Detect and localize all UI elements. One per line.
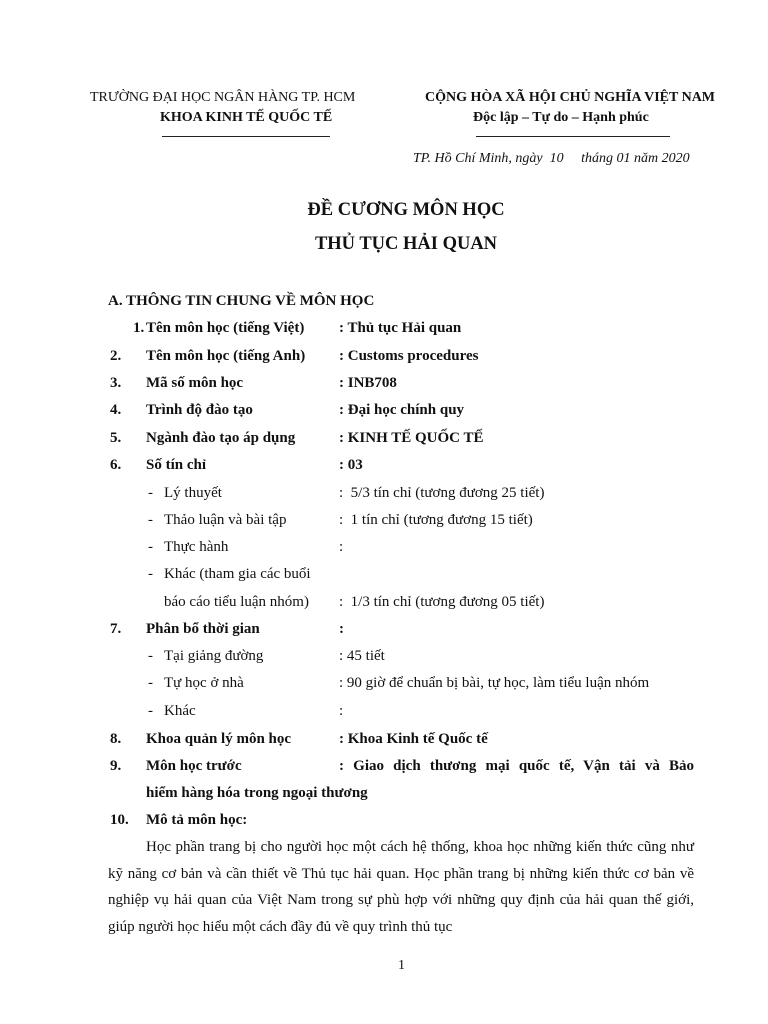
credit-theory-label: Lý thuyết [164,485,222,501]
item-label-prerequisite: Môn học trước [146,758,242,774]
item-label-major: Ngành đào tạo áp dụng [146,430,296,446]
time-other-value: : [339,703,344,719]
item-number: 7. [110,621,122,637]
bullet: - [148,675,153,691]
document-date: TP. Hồ Chí Minh, ngày 10 tháng 01 năm 2020 [413,151,690,166]
item-value-managing-faculty: : Khoa Kinh tế Quốc tế [339,731,488,747]
credit-discussion-value: : 1 tín chỉ (tương đương 15 tiết) [339,512,533,528]
credit-discussion-label: Thảo luận và bài tập [164,512,287,528]
item-number: 2. [110,348,122,364]
item-value-course-code: : INB708 [339,375,397,391]
time-self-study-value: : 90 giờ để chuẩn bị bài, tự học, làm tiểu luận nhóm [339,675,650,691]
bullet: - [148,512,153,528]
item-label-course-name-vi: Tên môn học (tiếng Việt) [146,320,305,336]
university-name: TRƯỜNG ĐẠI HỌC NGÂN HÀNG TP. HCM [90,90,356,105]
left-header-rule [162,136,330,137]
credit-other-label-1: Khác (tham gia các buổi [164,566,311,582]
item-value-course-name-vi: : Thủ tục Hải quan [339,320,462,336]
course-title: THỦ TỤC HẢI QUAN [314,234,498,254]
item-value-prerequisite: : Giao dịch thương mại quốc tế, Vận tải và Bảo [339,758,694,774]
bullet: - [148,539,153,555]
time-other-label: Khác [164,703,196,719]
item-value-major: : KINH TẾ QUỐC TẾ [339,430,484,446]
item-value-credits: : 03 [339,457,363,473]
item-label-managing-faculty: Khoa quản lý môn học [146,731,292,747]
item-value-time-allocation: : [339,621,344,637]
item-number: 6. [110,457,122,473]
faculty-name: KHOA KINH TẾ QUỐC TẾ [160,110,333,125]
item-number: 10. [110,812,129,828]
bullet: - [148,648,153,664]
item-label-credits: Số tín chỉ [146,457,207,473]
motto: Độc lập – Tự do – Hạnh phúc [473,110,649,125]
bullet: - [148,566,153,582]
time-hall-value: : 45 tiết [339,648,385,664]
credit-practice-label: Thực hành [164,539,229,555]
course-description [108,834,694,941]
time-hall-label: Tại giảng đường [164,648,264,664]
item-number: 8. [110,731,122,747]
item-number: 9. [110,758,122,774]
bullet: - [148,485,153,501]
item-number: 3. [110,375,122,391]
credit-practice-value: : [339,539,344,555]
course-description-text: Học phần trang bị cho người học một cách hệ thống, khoa học những kiến thức cũng như kỹ năng cơ bản và cần thiết về Thủ tục hải quan. Học phần trang bị những kiến thức cơ bản về nghiệp vụ hải quan của Việt Nam trong sự phù hợp với những quy định của hải quan thế giới, giúp người học hiểu một cách đầy đủ về quy trình thủ tục [108,839,694,936]
item-label-training-level: Trình độ đào tạo [146,402,253,418]
credit-other-label-2: báo cáo tiểu luận nhóm) [164,594,309,610]
item-number: 4. [110,402,122,418]
credit-theory-value: : 5/3 tín chỉ (tương đương 25 tiết) [339,485,545,501]
page-number: 1 [398,958,405,973]
item-label-description: Mô tả môn học: [146,812,248,828]
item-label-course-code: Mã số môn học [146,375,244,391]
bullet: - [148,703,153,719]
section-a-heading: A. THÔNG TIN CHUNG VỀ MÔN HỌC [108,293,375,309]
document-title: ĐỀ CƯƠNG MÔN HỌC [307,200,505,220]
item-number: 5. [110,430,122,446]
right-header-rule [476,136,670,137]
item-value-training-level: : Đại học chính quy [339,402,465,418]
item-value-course-name-en: : Customs procedures [339,348,479,364]
item-label-course-name-en: Tên môn học (tiếng Anh) [146,348,306,364]
item-value-prerequisite-cont: hiểm hàng hóa trong ngoại thương [146,785,368,801]
credit-other-value: : 1/3 tín chỉ (tương đương 05 tiết) [339,594,545,610]
country-name: CỘNG HÒA XÃ HỘI CHỦ NGHĨA VIỆT NAM [425,90,716,105]
item-label-time-allocation: Phân bổ thời gian [146,621,260,637]
item-number: 1. [133,320,145,336]
time-self-study-label: Tự học ở nhà [164,675,244,691]
